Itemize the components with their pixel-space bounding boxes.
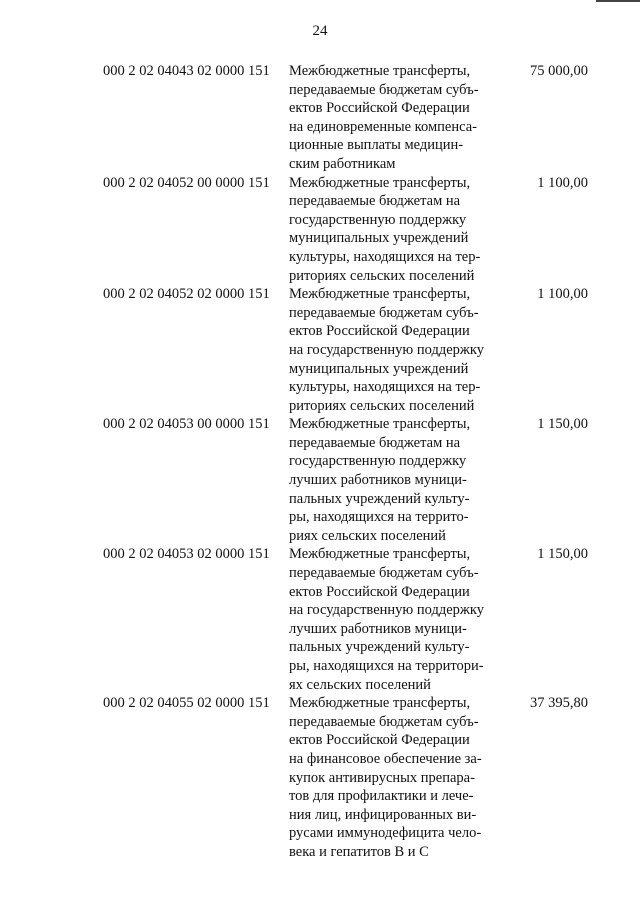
description-line: тов для профилактики и лече- — [289, 788, 474, 805]
budget-code: 000 2 02 04053 02 0000 151 — [103, 546, 270, 563]
description-line: риях сельских поселений — [289, 527, 446, 544]
table-row — [0, 545, 640, 694]
description-line: передаваемые бюджетам субъ- — [289, 304, 479, 321]
top-edge-mark — [596, 0, 640, 2]
description-line: русами иммунодефицита чело- — [289, 825, 482, 842]
description-line: ектов Российской Федерации — [289, 323, 470, 340]
row-description — [289, 545, 509, 694]
description-line: передаваемые бюджетам на — [289, 434, 461, 451]
description-line: передаваемые бюджетам субъ- — [289, 81, 479, 98]
description-line: Межбюджетные трансферты, — [289, 286, 471, 303]
table-row — [0, 285, 640, 415]
budget-code: 000 2 02 04052 00 0000 151 — [103, 174, 270, 191]
description-line: ектов Российской Федерации — [289, 100, 470, 117]
page-number: 24 — [312, 23, 328, 39]
budget-code: 000 2 02 04043 02 0000 151 — [103, 63, 270, 79]
budget-table — [0, 62, 640, 862]
description-line: культуры, находящихся на тер- — [289, 379, 481, 396]
budget-code: 000 2 02 04055 02 0000 151 — [103, 695, 270, 712]
description-line: передаваемые бюджетам субъ- — [289, 713, 479, 730]
description-line: ях сельских поселений — [289, 676, 431, 693]
row-amount: 1 100,00 — [537, 174, 588, 191]
description-line: века и гепатитов В и С — [289, 843, 429, 860]
description-line: ры, находящихся на террито- — [289, 509, 469, 526]
row-amount: 37 395,80 — [530, 695, 588, 712]
row-description — [289, 62, 509, 174]
budget-code: 000 2 02 04052 02 0000 151 — [103, 286, 270, 303]
description-line: муниципальных учреждений — [289, 230, 469, 247]
description-line: ским работникам — [289, 155, 396, 172]
description-line: на государственную поддержку — [289, 602, 484, 619]
description-line: риториях сельских поселений — [289, 397, 475, 414]
table-row — [0, 174, 640, 286]
row-description — [289, 415, 509, 545]
table-row — [0, 415, 640, 545]
description-line: пальных учреждений культу- — [289, 639, 470, 656]
table-row — [0, 62, 640, 174]
description-line: риториях сельских поселений — [289, 267, 475, 284]
description-line: на единовременные компенса- — [289, 118, 477, 135]
description-line: Межбюджетные трансферты, — [289, 416, 471, 433]
description-line: передаваемые бюджетам на — [289, 193, 461, 210]
description-line: Межбюджетные трансферты, — [289, 174, 471, 191]
description-line: культуры, находящихся на тер- — [289, 248, 481, 265]
description-line: Межбюджетные трансферты, — [289, 695, 471, 712]
row-description — [289, 694, 509, 861]
row-amount: 1 150,00 — [537, 416, 588, 433]
description-line: государственную поддержку — [289, 453, 467, 470]
description-line: пальных учреждений культу- — [289, 490, 470, 507]
description-line: ектов Российской Федерации — [289, 732, 470, 749]
description-line: ектов Российской Федерации — [289, 583, 470, 600]
description-line: Межбюджетные трансферты, — [289, 546, 471, 563]
table-row — [0, 694, 640, 861]
description-line: Межбюджетные трансферты, — [289, 63, 471, 79]
row-amount: 1 100,00 — [537, 286, 588, 303]
row-description — [289, 174, 509, 286]
description-line: ры, находящихся на территори- — [289, 658, 484, 674]
description-line: на государственную поддержку — [289, 341, 484, 358]
description-line: передаваемые бюджетам субъ- — [289, 565, 479, 582]
description-line: ционные выплаты медицин- — [289, 137, 464, 154]
budget-code: 000 2 02 04053 00 0000 151 — [103, 416, 270, 433]
description-line: на финансовое обеспечение за- — [289, 750, 482, 767]
description-line: купок антивирусных препара- — [289, 769, 475, 786]
description-line: государственную поддержку — [289, 211, 467, 228]
row-amount: 1 150,00 — [537, 546, 588, 563]
description-line: ния лиц, инфицированных ви- — [289, 806, 477, 823]
description-line: лучших работников муници- — [289, 472, 467, 489]
description-line: лучших работников муници- — [289, 620, 467, 637]
row-amount: 75 000,00 — [530, 63, 588, 79]
description-line: муниципальных учреждений — [289, 360, 469, 377]
row-description — [289, 285, 509, 415]
